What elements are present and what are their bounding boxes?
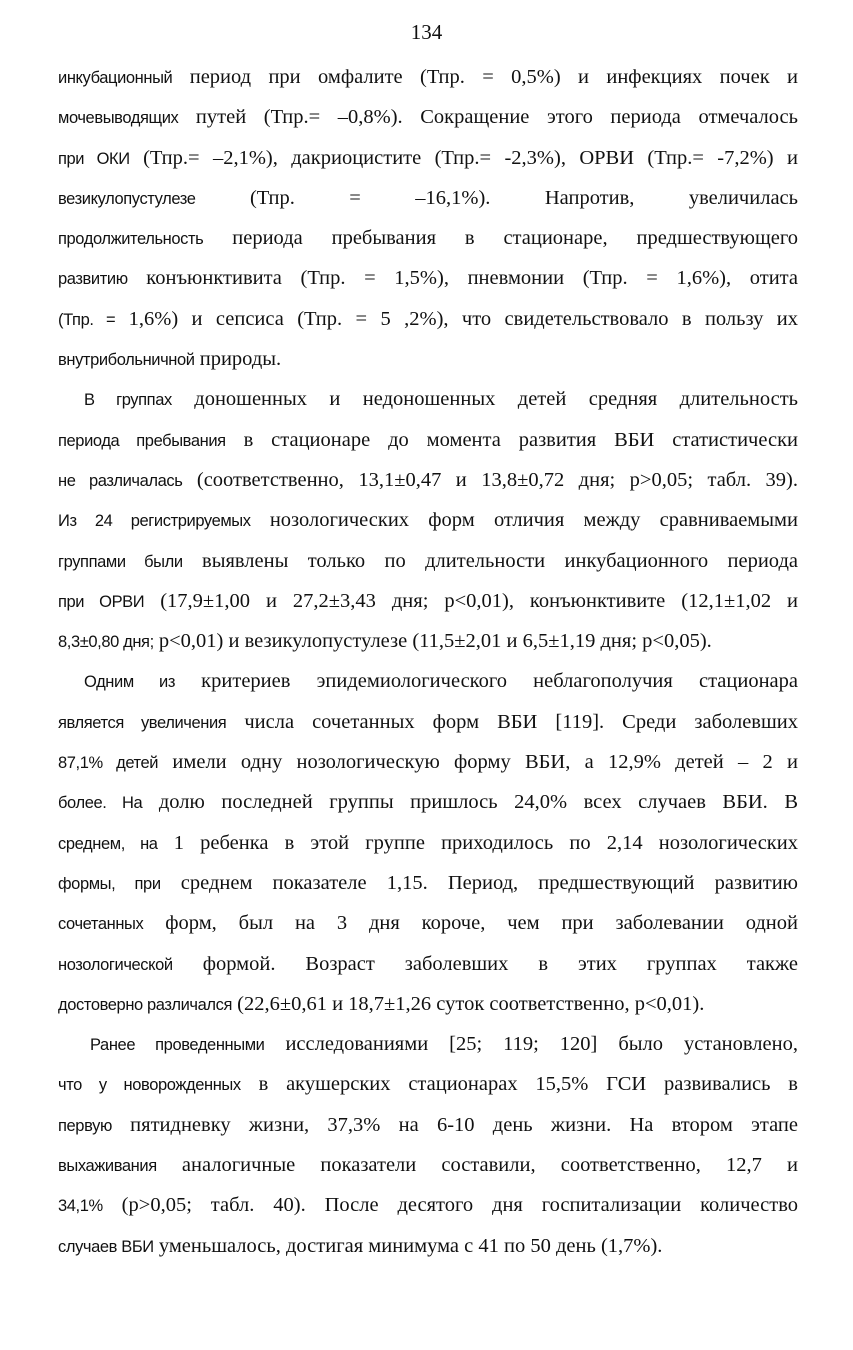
line-rest: (22,6±0,61 и 18,7±1,26 суток соответственно, р<0,01). [232,992,705,1015]
line-lead: нозологической [58,955,173,974]
line-lead: при ОРВИ [58,592,145,611]
body-text [58,57,798,1266]
text-line [58,57,798,97]
line-rest: долю последней группы пришлось 24,0% всех случаев ВБИ. В [142,791,798,814]
line-rest: (соответственно, 13,1±0,47 и 13,8±0,72 дня; р>0,05; табл. 39). [182,468,798,491]
line-lead: периода пребывания [58,431,226,450]
line-lead: инкубационный [58,69,173,87]
line-rest: (Тпр.= –2,1%), дакриоцистите (Тпр.= -2,3%), ОРВИ (Тпр.= -7,2%) и [129,146,798,169]
page-number: 134 [410,20,443,44]
line-lead: внутрибольничной [58,351,195,370]
line-rest: аналогичные показатели составили, соответственно, 12,7 и [156,1154,798,1177]
text-line [58,178,798,218]
text-line [58,581,798,621]
line-lead: более. На [58,794,143,813]
line-lead: Из 24 регистрируемых [58,512,251,531]
line-rest: в стационаре до момента развития ВБИ статистически [225,428,798,451]
line-rest: доношенных и недоношенных детей средняя длительность [171,388,798,411]
paragraph-3 [58,661,798,1024]
text-line [58,541,798,581]
line-rest: пятидневку жизни, 37,3% на 6-10 день жизни. На втором этапе [111,1113,798,1136]
line-rest: исследованиями [25; 119; 120] было установлено, [264,1033,798,1056]
line-rest: р<0,01) и везикулопустулезе (11,5±2,01 и 6,5±1,19 дня; р<0,05). [153,630,712,653]
line-rest: среднем показателе 1,15. Период, предшествующий развитию [160,871,798,894]
line-lead: группами были [58,552,183,571]
line-rest: форм, был на 3 дня короче, чем при заболевании одной [143,912,798,935]
line-rest: путей (Тпр.= –0,8%). Сокращение этого периода отмечалось [178,106,798,129]
text-line [58,823,798,863]
text-line [58,379,798,419]
text-line [58,782,798,822]
line-lead: не различалась [58,471,183,490]
line-rest: 1,6%) и сепсиса (Тпр. = 5 ,2%), что свидетельствовало в пользу их [115,307,798,330]
line-lead: продолжительность [58,230,204,249]
text-line [58,1145,798,1185]
text-line [58,258,798,298]
line-lead: 87,1% детей [58,754,159,773]
line-rest: (Тпр. = –16,1%). Напротив, увеличилась [195,186,798,209]
text-line [58,742,798,782]
text-line [58,863,798,903]
line-rest: выявлены только по длительности инкубационного периода [182,549,798,572]
line-lead: Одним из [84,673,175,692]
line-lead: что у новорожденных [58,1076,241,1095]
line-lead: является увеличения [58,713,227,732]
text-line [58,138,798,178]
text-line [58,621,798,661]
line-lead: достоверно различался [58,995,232,1014]
line-lead: первую [58,1116,112,1135]
line-rest: периода пребывания в стационаре, предшествующего [203,227,798,250]
line-rest: конъюнктивита (Тпр. = 1,5%), пневмонии (Тпр. = 1,6%), отита [127,267,798,290]
text-line [58,1105,798,1145]
line-lead: везикулопустулезе [58,189,196,208]
text-line [58,1226,798,1266]
line-rest: формой. Возраст заболевших в этих группах также [172,952,798,975]
paragraph-1 [58,57,798,379]
line-rest: период при омфалите (Тпр. = 0,5%) и инфекциях почек и [172,66,798,88]
line-lead: сочетанных [58,915,144,934]
line-rest: (р>0,05; табл. 40). После десятого дня госпитализации количество [102,1194,798,1217]
text-line [58,460,798,500]
text-line [58,702,798,742]
text-line [58,1024,798,1064]
line-lead: В группах [84,391,172,410]
text-line [58,984,798,1024]
text-line [58,339,798,379]
line-rest: критериев эпидемиологического неблагополучия стационара [175,670,798,693]
text-line [58,1185,798,1225]
text-line [58,903,798,943]
text-line [58,661,798,701]
line-rest: природы. [194,348,282,371]
text-line [58,299,798,339]
text-line [58,420,798,460]
line-rest: уменьшалось, достигая минимума с 41 по 50 день (1,7%). [153,1234,663,1257]
line-lead: среднем, на [58,834,158,853]
line-rest: 1 ребенка в этой группе приходилось по 2,14 нозологических [157,831,798,854]
line-lead: развитию [58,270,128,289]
line-lead: при ОКИ [58,149,130,168]
line-lead: случаев ВБИ [58,1237,154,1256]
paragraph-2 [58,379,798,661]
line-lead: (Тпр. = [58,310,116,329]
line-lead: 8,3±0,80 дня; [58,633,154,652]
line-rest: числа сочетанных форм ВБИ [119]. Среди заболевших [226,710,798,733]
text-line [58,944,798,984]
paragraph-4 [58,1024,798,1266]
line-rest: в акушерских стационарах 15,5% ГСИ развивались в [240,1073,798,1096]
line-rest: нозологических форм отличия между сравниваемыми [250,509,798,532]
text-line [58,500,798,540]
line-lead: Ранее проведенными [90,1036,265,1055]
text-line [58,1064,798,1104]
line-rest: имели одну нозологическую форму ВБИ, а 12,9% детей – 2 и [158,751,798,774]
text-line [58,218,798,258]
line-rest: (17,9±1,00 и 27,2±3,43 дня; р<0,01), конъюнктивите (12,1±1,02 и [144,589,798,612]
line-lead: мочевыводящих [58,109,179,128]
line-lead: выхаживания [58,1157,157,1176]
text-line [58,97,798,137]
line-lead: 34,1% [58,1197,103,1216]
line-lead: формы, при [58,874,161,893]
